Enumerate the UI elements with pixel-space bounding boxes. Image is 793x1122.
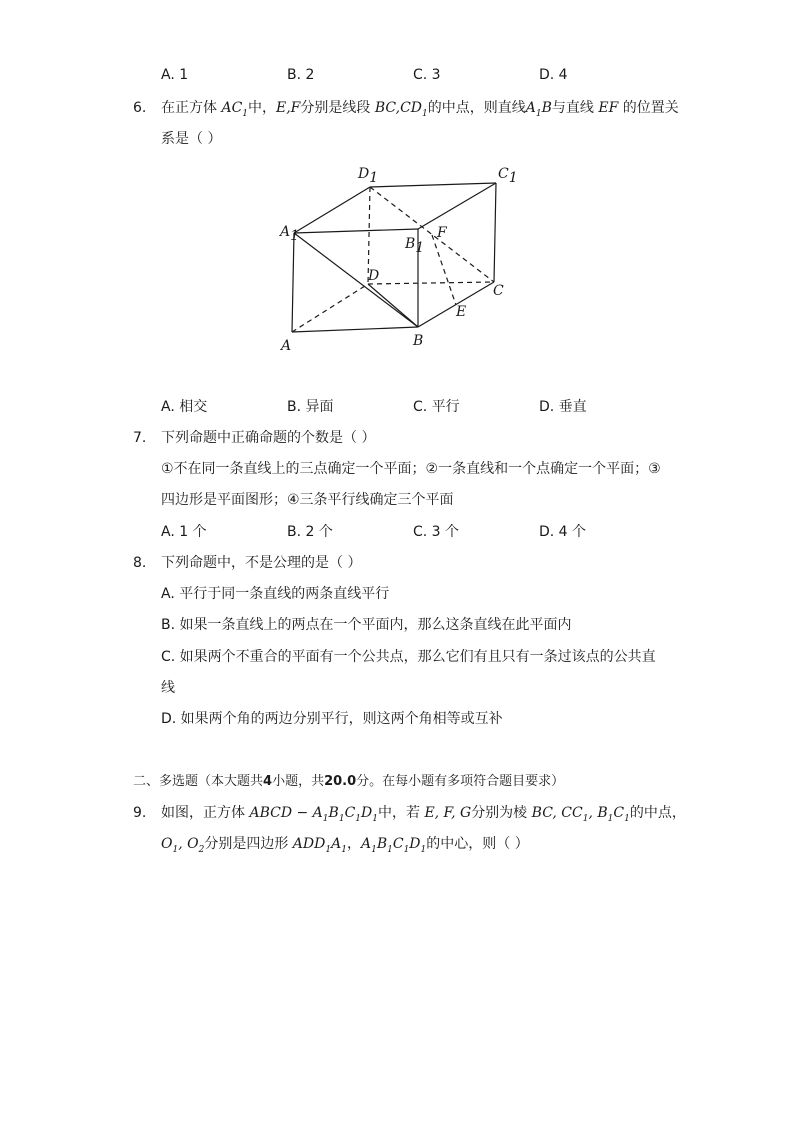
edge-ab xyxy=(292,327,418,332)
label-e: E xyxy=(456,304,467,320)
q7-line1: ①不在同一条直线上的三点确定一个平面；②一条直线和一个点确定一个平面；③ xyxy=(161,461,661,477)
label-a: A xyxy=(281,338,292,354)
q6-math-ac1: $AC_1$ xyxy=(221,100,249,119)
section-score: 20.0 xyxy=(324,774,357,789)
q9-math-efg: E, F, G xyxy=(424,805,472,821)
q8-option-a: A. 平行于同一条直线的两条直线平行 xyxy=(161,586,390,602)
q7-number: 7. xyxy=(133,430,147,446)
segment-ef-hidden xyxy=(432,235,456,305)
q6-option-b: B. 异面 xyxy=(287,399,334,415)
label-b: B xyxy=(413,333,424,349)
section-text: 分。在每小题有多项符合题目要求） xyxy=(356,774,565,789)
section-heading-multiple-choice xyxy=(133,773,564,791)
q9-math-cube: ABCD − $A_1B_1C_1D_1$ xyxy=(249,805,378,824)
q7-option-c: C. 3 个 xyxy=(413,524,460,540)
section-text: 小题，共 xyxy=(272,774,325,789)
q9-math-edges: BC, $CC_1$, $B_1C_1$ xyxy=(531,805,630,824)
edge-d1a1 xyxy=(294,187,370,233)
q6-text: 的中点，则直线 xyxy=(427,100,526,116)
label-c1: C1 xyxy=(498,166,518,186)
q9-text: 的中点， xyxy=(629,805,686,821)
q5-option-a: A. 1 xyxy=(161,67,189,83)
q8-option-c-line2: 线 xyxy=(161,680,175,696)
segment-d1c-hidden xyxy=(370,187,494,282)
section-text: 二、多选题（本大题共 xyxy=(133,774,264,789)
q7-option-d: D. 4 个 xyxy=(539,524,587,540)
q9-math-a1b1c1d1: $A_1B_1C_1D_1$ xyxy=(360,836,427,855)
q6-stem-line1 xyxy=(161,99,679,123)
q8-option-c-line1: C. 如果两个不重合的平面有一个公共点，那么它们有且只有一条过该点的公共直 xyxy=(161,649,656,665)
edge-ad-hidden xyxy=(292,284,368,332)
edge-dc-hidden xyxy=(368,282,494,284)
q5-option-d: D. 4 xyxy=(539,67,568,83)
q6-option-a: A. 相交 xyxy=(161,399,208,415)
q9-line2 xyxy=(161,835,529,859)
label-d1: D1 xyxy=(358,166,379,186)
q6-stem-line2: 系是（ ） xyxy=(161,131,222,147)
q8-stem: 下列命题中，不是公理的是（ ） xyxy=(161,555,362,571)
q6-text: 与直线 xyxy=(551,100,594,116)
q6-text: 的位置关 xyxy=(622,100,679,116)
cube-figure xyxy=(270,160,520,360)
q9-text: 中，若 xyxy=(377,805,420,821)
label-c: C xyxy=(493,283,504,299)
label-a1: A1 xyxy=(280,224,300,244)
edge-c1b1 xyxy=(418,183,496,229)
q6-option-c: C. 平行 xyxy=(413,399,460,415)
label-f: F xyxy=(437,225,447,241)
q9-text: 分别是四边形 xyxy=(204,836,289,852)
q9-text: 如图，正方体 xyxy=(161,805,245,821)
edge-d1c1 xyxy=(370,183,496,187)
q6-math-a1b: $A_1B$ xyxy=(525,100,552,119)
q6-option-d: D. 垂直 xyxy=(539,399,587,415)
segment-db xyxy=(368,284,418,327)
edge-a1a xyxy=(292,233,294,332)
section-count: 4 xyxy=(263,774,273,789)
q9-text: 的中心，则（ ） xyxy=(426,836,529,852)
q5-option-b: B. 2 xyxy=(287,67,315,83)
q9-text: ， xyxy=(346,836,361,852)
q6-math-ef: E,F xyxy=(276,100,301,116)
label-b1: B1 xyxy=(405,236,425,256)
q6-number: 6. xyxy=(133,100,147,116)
edge-a1b1 xyxy=(294,229,418,233)
q5-option-c: C. 3 xyxy=(413,67,441,83)
q6-text: 在正方体 xyxy=(161,100,217,116)
q7-line2: 四边形是平面图形；④三条平行线确定三个平面 xyxy=(161,492,454,508)
q9-number: 9. xyxy=(133,805,147,821)
q7-stem: 下列命题中正确命题的个数是（ ） xyxy=(161,430,376,446)
q9-math-o1o2: $O_1$, $O_2$ xyxy=(161,836,205,855)
segment-a1b xyxy=(294,233,418,327)
q9-line1 xyxy=(161,804,686,828)
q8-option-b: B. 如果一条直线上的两点在一个平面内，那么这条直线在此平面内 xyxy=(161,617,572,633)
q7-option-b: B. 2 个 xyxy=(287,524,333,540)
q9-math-add1a1: $ADD_1A_1$ xyxy=(292,836,347,855)
q6-text: 中， xyxy=(248,100,277,116)
q6-math-bc: $BC,CD_1$ xyxy=(374,100,428,119)
edge-c1c xyxy=(494,183,496,282)
q8-number: 8. xyxy=(133,555,147,571)
q8-option-d: D. 如果两个角的两边分别平行，则这两个角相等或互补 xyxy=(161,711,503,727)
q6-text: 分别是线段 xyxy=(300,100,371,116)
label-d: D xyxy=(368,268,380,284)
q6-math-ef2: EF xyxy=(598,100,619,116)
q9-text: 分别为棱 xyxy=(471,805,528,821)
q7-option-a: A. 1 个 xyxy=(161,524,207,540)
